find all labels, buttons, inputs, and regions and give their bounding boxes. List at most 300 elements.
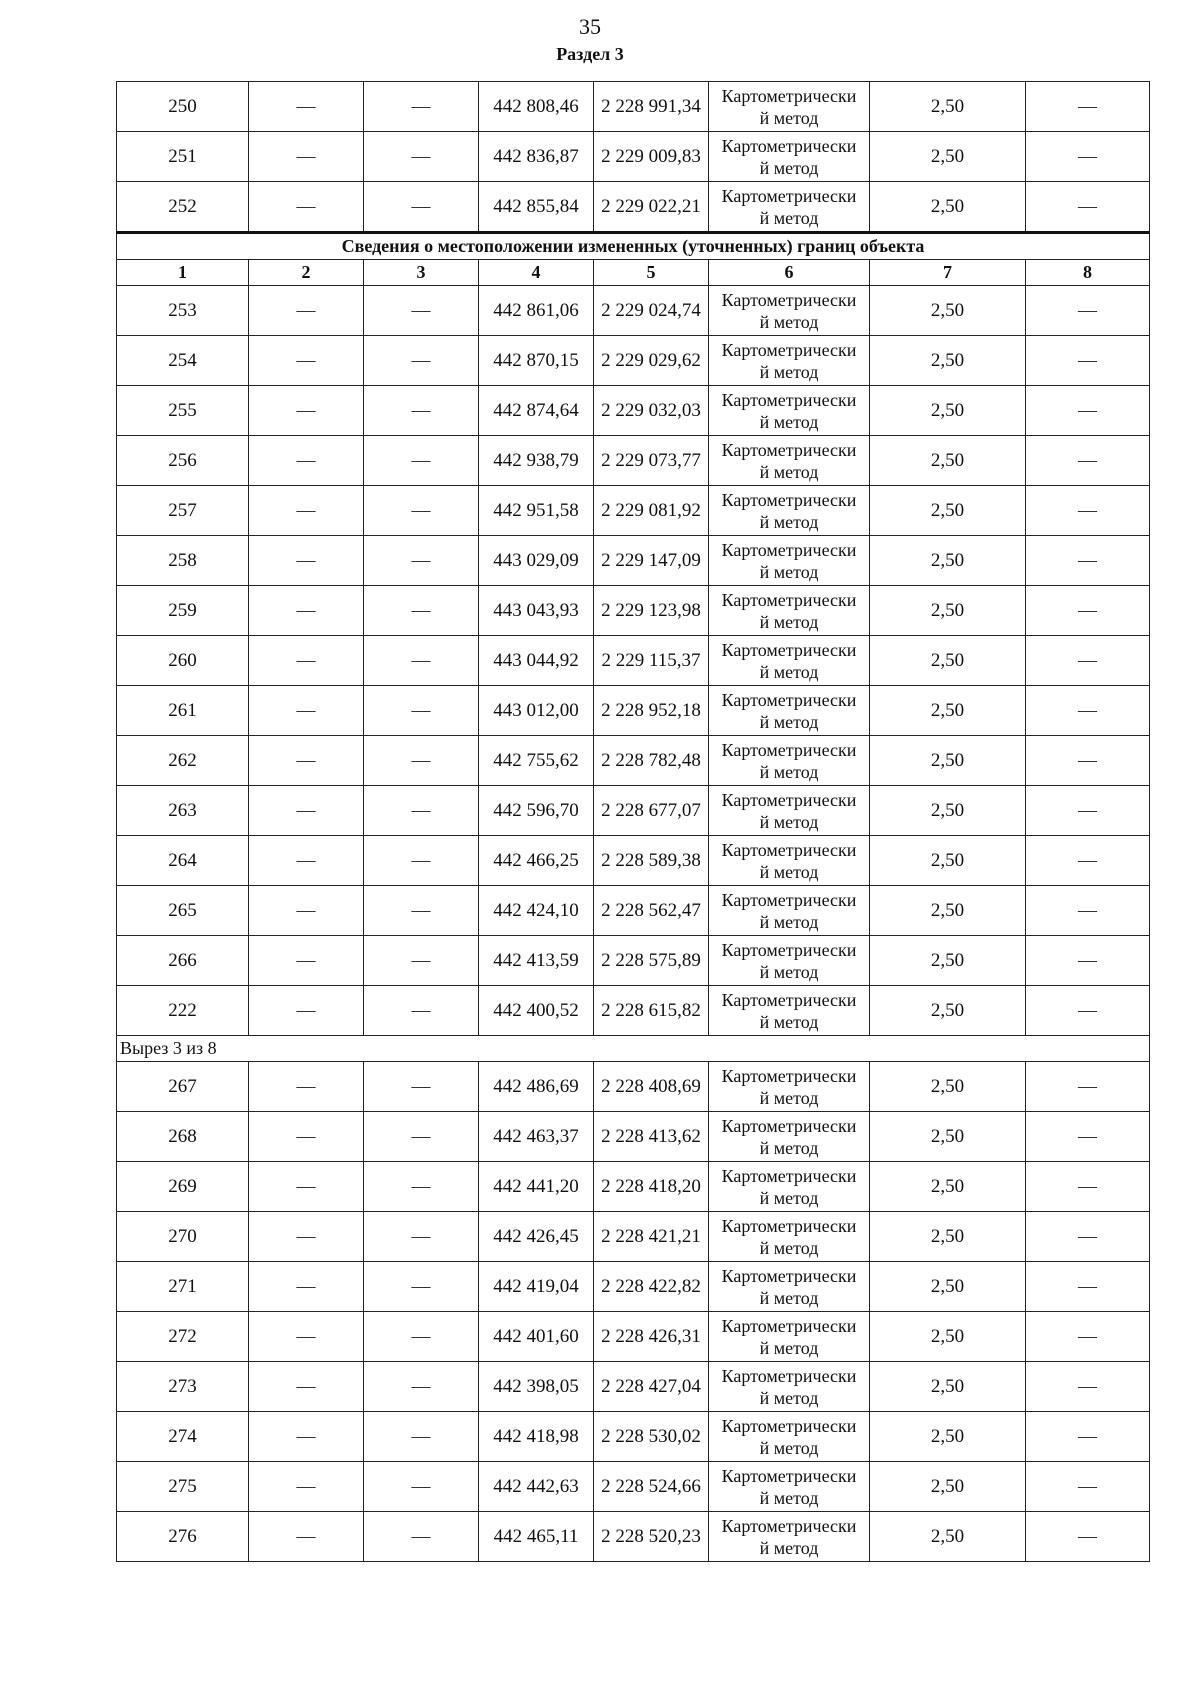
empty-dash-cell: — — [249, 1112, 364, 1162]
method-cell — [709, 182, 870, 233]
method-line-1: Картометрически — [721, 85, 857, 106]
cutout-block — [117, 1036, 1150, 1062]
empty-dash-cell: — — [364, 132, 479, 182]
table-body-middle — [117, 286, 1150, 1036]
accuracy-cell: 2,50 — [870, 1262, 1026, 1312]
column-number: 3 — [364, 260, 479, 286]
y-coordinate-cell: 2 229 009,83 — [594, 132, 709, 182]
y-coordinate-cell: 2 229 115,37 — [594, 636, 709, 686]
method-line-2: й метод — [759, 1011, 819, 1032]
empty-dash-cell: — — [249, 132, 364, 182]
table-row — [117, 1212, 1150, 1262]
table-row — [117, 1062, 1150, 1112]
method-line-1: Картометрически — [721, 639, 857, 660]
method-line-1: Картометрически — [721, 289, 857, 310]
empty-dash-cell: — — [364, 686, 479, 736]
table-row — [117, 1262, 1150, 1312]
accuracy-cell: 2,50 — [870, 1112, 1026, 1162]
y-coordinate-cell: 2 228 589,38 — [594, 836, 709, 886]
x-coordinate-cell: 442 938,79 — [479, 436, 594, 486]
x-coordinate-cell: 442 596,70 — [479, 786, 594, 836]
column-number: 2 — [249, 260, 364, 286]
y-coordinate-cell: 2 229 081,92 — [594, 486, 709, 536]
accuracy-cell: 2,50 — [870, 486, 1026, 536]
table-row — [117, 986, 1150, 1036]
empty-dash-cell: — — [364, 786, 479, 836]
method-line-1: Картометрически — [721, 1265, 857, 1286]
empty-dash-cell: — — [249, 1062, 364, 1112]
accuracy-cell: 2,50 — [870, 436, 1026, 486]
point-number-cell: 256 — [117, 436, 249, 486]
x-coordinate-cell: 442 808,46 — [479, 82, 594, 132]
method-line-2: й метод — [759, 661, 819, 682]
empty-dash-cell: — — [1026, 436, 1150, 486]
method-line-1: Картометрически — [721, 1465, 857, 1486]
method-cell — [709, 436, 870, 486]
empty-dash-cell: — — [249, 1262, 364, 1312]
method-line-1: Картометрически — [721, 1515, 857, 1536]
method-line-2: й метод — [759, 411, 819, 432]
empty-dash-cell: — — [1026, 936, 1150, 986]
empty-dash-cell: — — [1026, 586, 1150, 636]
method-line-2: й метод — [759, 1287, 819, 1308]
x-coordinate-cell: 443 043,93 — [479, 586, 594, 636]
table-row — [117, 182, 1150, 233]
empty-dash-cell: — — [1026, 132, 1150, 182]
empty-dash-cell: — — [249, 736, 364, 786]
x-coordinate-cell: 442 951,58 — [479, 486, 594, 536]
empty-dash-cell: — — [249, 1162, 364, 1212]
empty-dash-cell: — — [364, 1462, 479, 1512]
empty-dash-cell: — — [1026, 836, 1150, 886]
empty-dash-cell: — — [364, 586, 479, 636]
empty-dash-cell: — — [249, 986, 364, 1036]
accuracy-cell: 2,50 — [870, 686, 1026, 736]
empty-dash-cell: — — [364, 1162, 479, 1212]
method-line-1: Картометрически — [721, 1365, 857, 1386]
empty-dash-cell: — — [1026, 286, 1150, 336]
table-row — [117, 1462, 1150, 1512]
point-number-cell: 271 — [117, 1262, 249, 1312]
x-coordinate-cell: 442 413,59 — [479, 936, 594, 986]
empty-dash-cell: — — [249, 636, 364, 686]
empty-dash-cell: — — [249, 1312, 364, 1362]
accuracy-cell: 2,50 — [870, 986, 1026, 1036]
accuracy-cell: 2,50 — [870, 586, 1026, 636]
y-coordinate-cell: 2 228 524,66 — [594, 1462, 709, 1512]
empty-dash-cell: — — [249, 686, 364, 736]
empty-dash-cell: — — [1026, 1262, 1150, 1312]
empty-dash-cell: — — [1026, 1112, 1150, 1162]
x-coordinate-cell: 443 029,09 — [479, 536, 594, 586]
y-coordinate-cell: 2 228 427,04 — [594, 1362, 709, 1412]
method-line-2: й метод — [759, 711, 819, 732]
x-coordinate-cell: 442 465,11 — [479, 1512, 594, 1562]
x-coordinate-cell: 442 836,87 — [479, 132, 594, 182]
method-cell — [709, 1412, 870, 1462]
empty-dash-cell: — — [249, 1412, 364, 1462]
table-row — [117, 1112, 1150, 1162]
method-line-2: й метод — [759, 1087, 819, 1108]
table-row — [117, 336, 1150, 386]
method-line-1: Картометрически — [721, 185, 857, 206]
y-coordinate-cell: 2 228 991,34 — [594, 82, 709, 132]
point-number-cell: 266 — [117, 936, 249, 986]
accuracy-cell: 2,50 — [870, 1162, 1026, 1212]
method-line-1: Картометрически — [721, 439, 857, 460]
method-line-2: й метод — [759, 461, 819, 482]
point-number-cell: 262 — [117, 736, 249, 786]
method-line-2: й метод — [759, 207, 819, 228]
empty-dash-cell: — — [364, 886, 479, 936]
empty-dash-cell: — — [1026, 182, 1150, 233]
empty-dash-cell: — — [1026, 1412, 1150, 1462]
method-line-1: Картометрически — [721, 889, 857, 910]
table-row — [117, 586, 1150, 636]
method-line-1: Картометрически — [721, 689, 857, 710]
y-coordinate-cell: 2 229 073,77 — [594, 436, 709, 486]
accuracy-cell: 2,50 — [870, 132, 1026, 182]
x-coordinate-cell: 442 874,64 — [479, 386, 594, 436]
x-coordinate-cell: 442 418,98 — [479, 1412, 594, 1462]
point-number-cell: 276 — [117, 1512, 249, 1562]
empty-dash-cell: — — [249, 1512, 364, 1562]
method-cell — [709, 836, 870, 886]
method-line-2: й метод — [759, 961, 819, 982]
table-row — [117, 1362, 1150, 1412]
method-cell — [709, 1362, 870, 1412]
method-cell — [709, 486, 870, 536]
column-number: 8 — [1026, 260, 1150, 286]
point-number-cell: 263 — [117, 786, 249, 836]
empty-dash-cell: — — [364, 486, 479, 536]
method-line-2: й метод — [759, 1537, 819, 1558]
empty-dash-cell: — — [364, 336, 479, 386]
x-coordinate-cell: 442 400,52 — [479, 986, 594, 1036]
table-row — [117, 486, 1150, 536]
method-line-1: Картометрически — [721, 389, 857, 410]
y-coordinate-cell: 2 228 677,07 — [594, 786, 709, 836]
column-number: 6 — [709, 260, 870, 286]
empty-dash-cell: — — [364, 1112, 479, 1162]
empty-dash-cell: — — [249, 886, 364, 936]
empty-dash-cell: — — [364, 986, 479, 1036]
section-title: Раздел 3 — [556, 44, 624, 64]
point-number-cell: 270 — [117, 1212, 249, 1262]
y-coordinate-cell: 2 229 032,03 — [594, 386, 709, 436]
x-coordinate-cell: 442 426,45 — [479, 1212, 594, 1262]
empty-dash-cell: — — [1026, 1212, 1150, 1262]
coordinates-table — [116, 81, 1150, 1562]
empty-dash-cell: — — [364, 1212, 479, 1262]
x-coordinate-cell: 443 044,92 — [479, 636, 594, 686]
method-line-2: й метод — [759, 611, 819, 632]
y-coordinate-cell: 2 229 029,62 — [594, 336, 709, 386]
empty-dash-cell: — — [1026, 336, 1150, 386]
method-line-1: Картометрически — [721, 339, 857, 360]
table-row — [117, 1312, 1150, 1362]
y-coordinate-cell: 2 228 530,02 — [594, 1412, 709, 1462]
x-coordinate-cell: 442 486,69 — [479, 1062, 594, 1112]
empty-dash-cell: — — [364, 436, 479, 486]
method-line-1: Картометрически — [721, 135, 857, 156]
y-coordinate-cell: 2 228 575,89 — [594, 936, 709, 986]
method-line-2: й метод — [759, 911, 819, 932]
y-coordinate-cell: 2 229 123,98 — [594, 586, 709, 636]
point-number-cell: 273 — [117, 1362, 249, 1412]
y-coordinate-cell: 2 228 408,69 — [594, 1062, 709, 1112]
cutout-label-row — [117, 1036, 1150, 1062]
table-row — [117, 286, 1150, 336]
x-coordinate-cell: 442 466,25 — [479, 836, 594, 886]
method-line-2: й метод — [759, 561, 819, 582]
accuracy-cell: 2,50 — [870, 1362, 1026, 1412]
y-coordinate-cell: 2 228 562,47 — [594, 886, 709, 936]
x-coordinate-cell: 442 401,60 — [479, 1312, 594, 1362]
method-line-2: й метод — [759, 761, 819, 782]
empty-dash-cell: — — [364, 1412, 479, 1462]
x-coordinate-cell: 442 424,10 — [479, 886, 594, 936]
accuracy-cell: 2,50 — [870, 1512, 1026, 1562]
method-line-1: Картометрически — [721, 839, 857, 860]
section-header-row — [117, 233, 1150, 260]
point-number-cell: 274 — [117, 1412, 249, 1462]
accuracy-cell: 2,50 — [870, 336, 1026, 386]
method-cell — [709, 286, 870, 336]
method-line-1: Картометрически — [721, 1115, 857, 1136]
empty-dash-cell: — — [1026, 1162, 1150, 1212]
empty-dash-cell: — — [1026, 686, 1150, 736]
empty-dash-cell: — — [1026, 486, 1150, 536]
y-coordinate-cell: 2 228 426,31 — [594, 1312, 709, 1362]
empty-dash-cell: — — [1026, 536, 1150, 586]
table-row — [117, 936, 1150, 986]
method-line-2: й метод — [759, 1437, 819, 1458]
empty-dash-cell: — — [1026, 986, 1150, 1036]
table-row — [117, 132, 1150, 182]
accuracy-cell: 2,50 — [870, 636, 1026, 686]
y-coordinate-cell: 2 228 615,82 — [594, 986, 709, 1036]
table-row — [117, 836, 1150, 886]
point-number-cell: 269 — [117, 1162, 249, 1212]
empty-dash-cell: — — [1026, 82, 1150, 132]
method-cell — [709, 1162, 870, 1212]
empty-dash-cell: — — [1026, 1462, 1150, 1512]
y-coordinate-cell: 2 228 413,62 — [594, 1112, 709, 1162]
empty-dash-cell: — — [249, 286, 364, 336]
method-line-2: й метод — [759, 1137, 819, 1158]
method-line-1: Картометрически — [721, 939, 857, 960]
accuracy-cell: 2,50 — [870, 386, 1026, 436]
method-line-1: Картометрически — [721, 1315, 857, 1336]
method-cell — [709, 936, 870, 986]
empty-dash-cell: — — [1026, 1362, 1150, 1412]
accuracy-cell: 2,50 — [870, 736, 1026, 786]
point-number-cell: 257 — [117, 486, 249, 536]
accuracy-cell: 2,50 — [870, 1312, 1026, 1362]
method-line-1: Картометрически — [721, 1065, 857, 1086]
x-coordinate-cell: 442 463,37 — [479, 1112, 594, 1162]
empty-dash-cell: — — [249, 182, 364, 233]
method-line-1: Картометрически — [721, 789, 857, 810]
x-coordinate-cell: 442 441,20 — [479, 1162, 594, 1212]
method-cell — [709, 132, 870, 182]
method-cell — [709, 536, 870, 586]
empty-dash-cell: — — [249, 386, 364, 436]
table-row — [117, 536, 1150, 586]
method-cell — [709, 1262, 870, 1312]
x-coordinate-cell: 442 442,63 — [479, 1462, 594, 1512]
empty-dash-cell: — — [364, 182, 479, 233]
cutout-label: Вырез 3 из 8 — [117, 1036, 1150, 1062]
x-coordinate-cell: 442 398,05 — [479, 1362, 594, 1412]
point-number-cell: 267 — [117, 1062, 249, 1112]
method-line-2: й метод — [759, 1487, 819, 1508]
method-line-1: Картометрически — [721, 1215, 857, 1236]
method-line-2: й метод — [759, 1187, 819, 1208]
x-coordinate-cell: 443 012,00 — [479, 686, 594, 736]
empty-dash-cell: — — [364, 636, 479, 686]
method-line-1: Картометрически — [721, 489, 857, 510]
y-coordinate-cell: 2 228 520,23 — [594, 1512, 709, 1562]
method-line-2: й метод — [759, 1237, 819, 1258]
method-cell — [709, 686, 870, 736]
x-coordinate-cell: 442 755,62 — [479, 736, 594, 786]
accuracy-cell: 2,50 — [870, 836, 1026, 886]
empty-dash-cell: — — [249, 786, 364, 836]
table-row — [117, 436, 1150, 486]
point-number-cell: 255 — [117, 386, 249, 436]
empty-dash-cell: — — [364, 1262, 479, 1312]
table-row — [117, 636, 1150, 686]
method-cell — [709, 386, 870, 436]
x-coordinate-cell: 442 870,15 — [479, 336, 594, 386]
method-cell — [709, 1512, 870, 1562]
table-row — [117, 1162, 1150, 1212]
method-line-2: й метод — [759, 107, 819, 128]
point-number-cell: 264 — [117, 836, 249, 886]
point-number-cell: 253 — [117, 286, 249, 336]
empty-dash-cell: — — [1026, 886, 1150, 936]
table-row — [117, 886, 1150, 936]
x-coordinate-cell: 442 855,84 — [479, 182, 594, 233]
empty-dash-cell: — — [364, 82, 479, 132]
table-row — [117, 736, 1150, 786]
empty-dash-cell: — — [249, 1462, 364, 1512]
empty-dash-cell: — — [249, 586, 364, 636]
empty-dash-cell: — — [1026, 1312, 1150, 1362]
empty-dash-cell: — — [249, 436, 364, 486]
accuracy-cell: 2,50 — [870, 182, 1026, 233]
empty-dash-cell: — — [249, 1212, 364, 1262]
point-number-cell: 258 — [117, 536, 249, 586]
empty-dash-cell: — — [249, 936, 364, 986]
empty-dash-cell: — — [364, 386, 479, 436]
method-cell — [709, 586, 870, 636]
x-coordinate-cell: 442 861,06 — [479, 286, 594, 336]
accuracy-cell: 2,50 — [870, 786, 1026, 836]
empty-dash-cell: — — [364, 936, 479, 986]
section-block — [117, 233, 1150, 286]
empty-dash-cell: — — [364, 836, 479, 886]
empty-dash-cell: — — [1026, 386, 1150, 436]
point-number-cell: 260 — [117, 636, 249, 686]
table-row — [117, 686, 1150, 736]
empty-dash-cell: — — [249, 486, 364, 536]
method-cell — [709, 636, 870, 686]
accuracy-cell: 2,50 — [870, 1062, 1026, 1112]
accuracy-cell: 2,50 — [870, 1212, 1026, 1262]
point-number-cell: 222 — [117, 986, 249, 1036]
y-coordinate-cell: 2 229 024,74 — [594, 286, 709, 336]
table-body-top — [117, 82, 1150, 233]
empty-dash-cell: — — [364, 286, 479, 336]
empty-dash-cell: — — [249, 336, 364, 386]
empty-dash-cell: — — [364, 1512, 479, 1562]
accuracy-cell: 2,50 — [870, 1462, 1026, 1512]
accuracy-cell: 2,50 — [870, 536, 1026, 586]
point-number-cell: 254 — [117, 336, 249, 386]
accuracy-cell: 2,50 — [870, 82, 1026, 132]
empty-dash-cell: — — [364, 1362, 479, 1412]
method-line-2: й метод — [759, 511, 819, 532]
y-coordinate-cell: 2 228 422,82 — [594, 1262, 709, 1312]
column-number: 5 — [594, 260, 709, 286]
method-cell — [709, 82, 870, 132]
empty-dash-cell: — — [364, 1062, 479, 1112]
y-coordinate-cell: 2 228 421,21 — [594, 1212, 709, 1262]
point-number-cell: 265 — [117, 886, 249, 936]
method-line-2: й метод — [759, 361, 819, 382]
empty-dash-cell: — — [249, 1362, 364, 1412]
point-number-cell: 261 — [117, 686, 249, 736]
method-cell — [709, 1212, 870, 1262]
method-line-1: Картометрически — [721, 1415, 857, 1436]
method-line-1: Картометрически — [721, 589, 857, 610]
method-line-1: Картометрически — [721, 539, 857, 560]
y-coordinate-cell: 2 229 022,21 — [594, 182, 709, 233]
point-number-cell: 259 — [117, 586, 249, 636]
column-numbering-row — [117, 260, 1150, 286]
empty-dash-cell: — — [364, 736, 479, 786]
method-line-2: й метод — [759, 1337, 819, 1358]
empty-dash-cell: — — [249, 536, 364, 586]
accuracy-cell: 2,50 — [870, 936, 1026, 986]
method-cell — [709, 1062, 870, 1112]
point-number-cell: 251 — [117, 132, 249, 182]
empty-dash-cell: — — [1026, 636, 1150, 686]
column-number: 4 — [479, 260, 594, 286]
method-cell — [709, 336, 870, 386]
column-number: 7 — [870, 260, 1026, 286]
method-line-2: й метод — [759, 861, 819, 882]
point-number-cell: 275 — [117, 1462, 249, 1512]
empty-dash-cell: — — [1026, 736, 1150, 786]
empty-dash-cell: — — [249, 836, 364, 886]
table-row — [117, 1412, 1150, 1462]
point-number-cell: 252 — [117, 182, 249, 233]
accuracy-cell: 2,50 — [870, 1412, 1026, 1462]
table-row — [117, 82, 1150, 132]
method-line-1: Картометрически — [721, 739, 857, 760]
table-row — [117, 386, 1150, 436]
table-row — [117, 786, 1150, 836]
empty-dash-cell: — — [249, 82, 364, 132]
accuracy-cell: 2,50 — [870, 886, 1026, 936]
y-coordinate-cell: 2 228 952,18 — [594, 686, 709, 736]
method-cell — [709, 1312, 870, 1362]
empty-dash-cell: — — [1026, 786, 1150, 836]
